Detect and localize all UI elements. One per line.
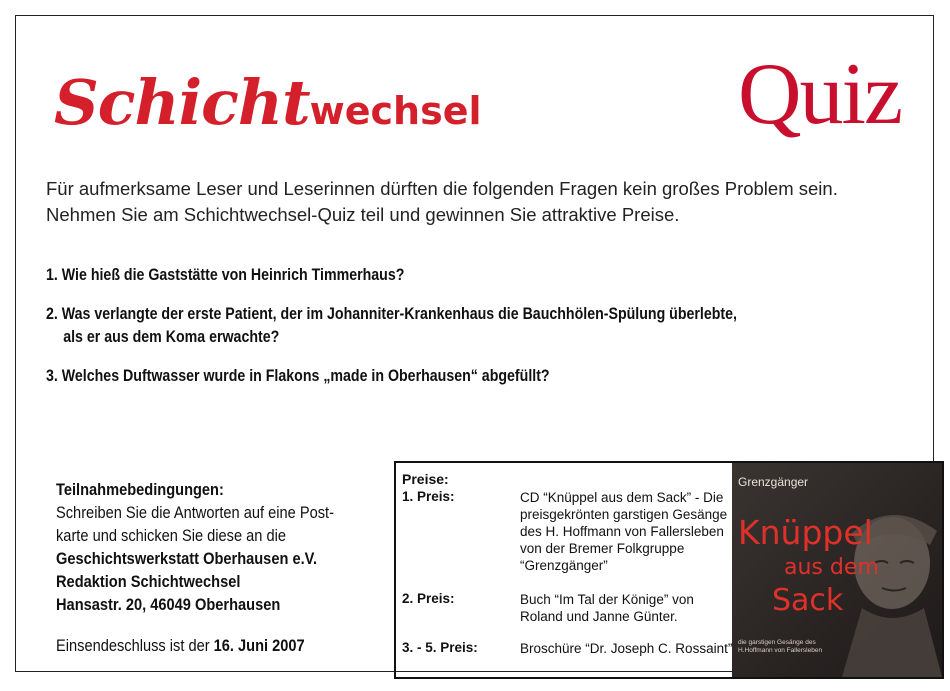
- logo-strong-part: Schicht: [54, 66, 310, 139]
- cover-title-line: Sack: [772, 583, 844, 618]
- deadline: [56, 634, 340, 657]
- cover-title-line: Knüppel: [738, 513, 873, 552]
- question-continuation: als er aus dem Koma erwachte?: [63, 328, 280, 346]
- participation-conditions: [56, 478, 340, 657]
- quiz-card: [15, 15, 934, 672]
- question-item: [46, 365, 803, 388]
- prizes-title: Preise:: [402, 471, 449, 487]
- question-item: [46, 264, 803, 287]
- address-line: Redaktion Schichtwechsel: [56, 572, 241, 591]
- cd-cover-image: [732, 463, 942, 677]
- deadline-date: 16. Juni 2007: [213, 636, 305, 655]
- logo-light-part: wechsel: [309, 89, 482, 133]
- address-line: Hansastr. 20, 46049 Oberhausen: [56, 595, 281, 614]
- intro-line: Nehmen Sie am Schichtwechsel-Quiz teil und gewinnen Sie attraktive Preise.: [46, 204, 680, 225]
- conditions-line: Schreiben Sie die Antworten auf eine Post-: [56, 503, 334, 522]
- deadline-label: Einsendeschluss ist der: [56, 636, 214, 655]
- prize-description: Buch “Im Tal der Könige” von Roland und Janne Günter.: [520, 592, 694, 624]
- prize-rank: 1. Preis:: [402, 489, 455, 504]
- cover-band-name: Grenzgänger: [738, 475, 809, 489]
- cover-title-line: aus dem: [784, 555, 879, 580]
- question-text: 1. Wie hieß die Gaststätte von Heinrich Timmerhaus?: [46, 266, 405, 284]
- prize-rank: 2. Preis:: [402, 591, 455, 606]
- question-item: [46, 303, 803, 349]
- conditions-line: karte und schicken Sie diese an die: [56, 526, 287, 545]
- conditions-title: Teilnahmebedingungen:: [56, 480, 224, 499]
- prize-rank: 3. - 5. Preis:: [402, 640, 478, 655]
- prize-description: Broschüre “Dr. Joseph C. Rossaint”: [520, 641, 733, 656]
- question-text: 2. Was verlangte der erste Patient, der im Johanniter-Krankenhaus die Bauchhölen-Spülung überlebte,: [46, 305, 737, 323]
- intro-line: Für aufmerksame Leser und Leserinnen dürften die folgenden Fragen kein großes Problem sein.: [46, 178, 838, 199]
- question-list: [46, 264, 803, 404]
- prize-box: [394, 461, 944, 679]
- quiz-heading: Quiz: [737, 46, 901, 143]
- question-text: 3. Welches Duftwasser wurde in Flakons „made in Oberhausen“ abgefüllt?: [46, 367, 550, 385]
- magazine-logo: [54, 66, 482, 139]
- cover-subtitle: die garstigen Gesänge des H.Hoffmann von Fallersleben: [738, 639, 823, 654]
- address-line: Geschichtswerkstatt Oberhausen e.V.: [56, 549, 318, 568]
- intro-text: [46, 176, 926, 228]
- prize-description: CD “Knüppel aus dem Sack” - Die preisgekrönten garstigen Gesänge des H. Hoffmann von Fallersleben von der Bremer Folkgruppe “Grenzgänger”: [520, 490, 728, 573]
